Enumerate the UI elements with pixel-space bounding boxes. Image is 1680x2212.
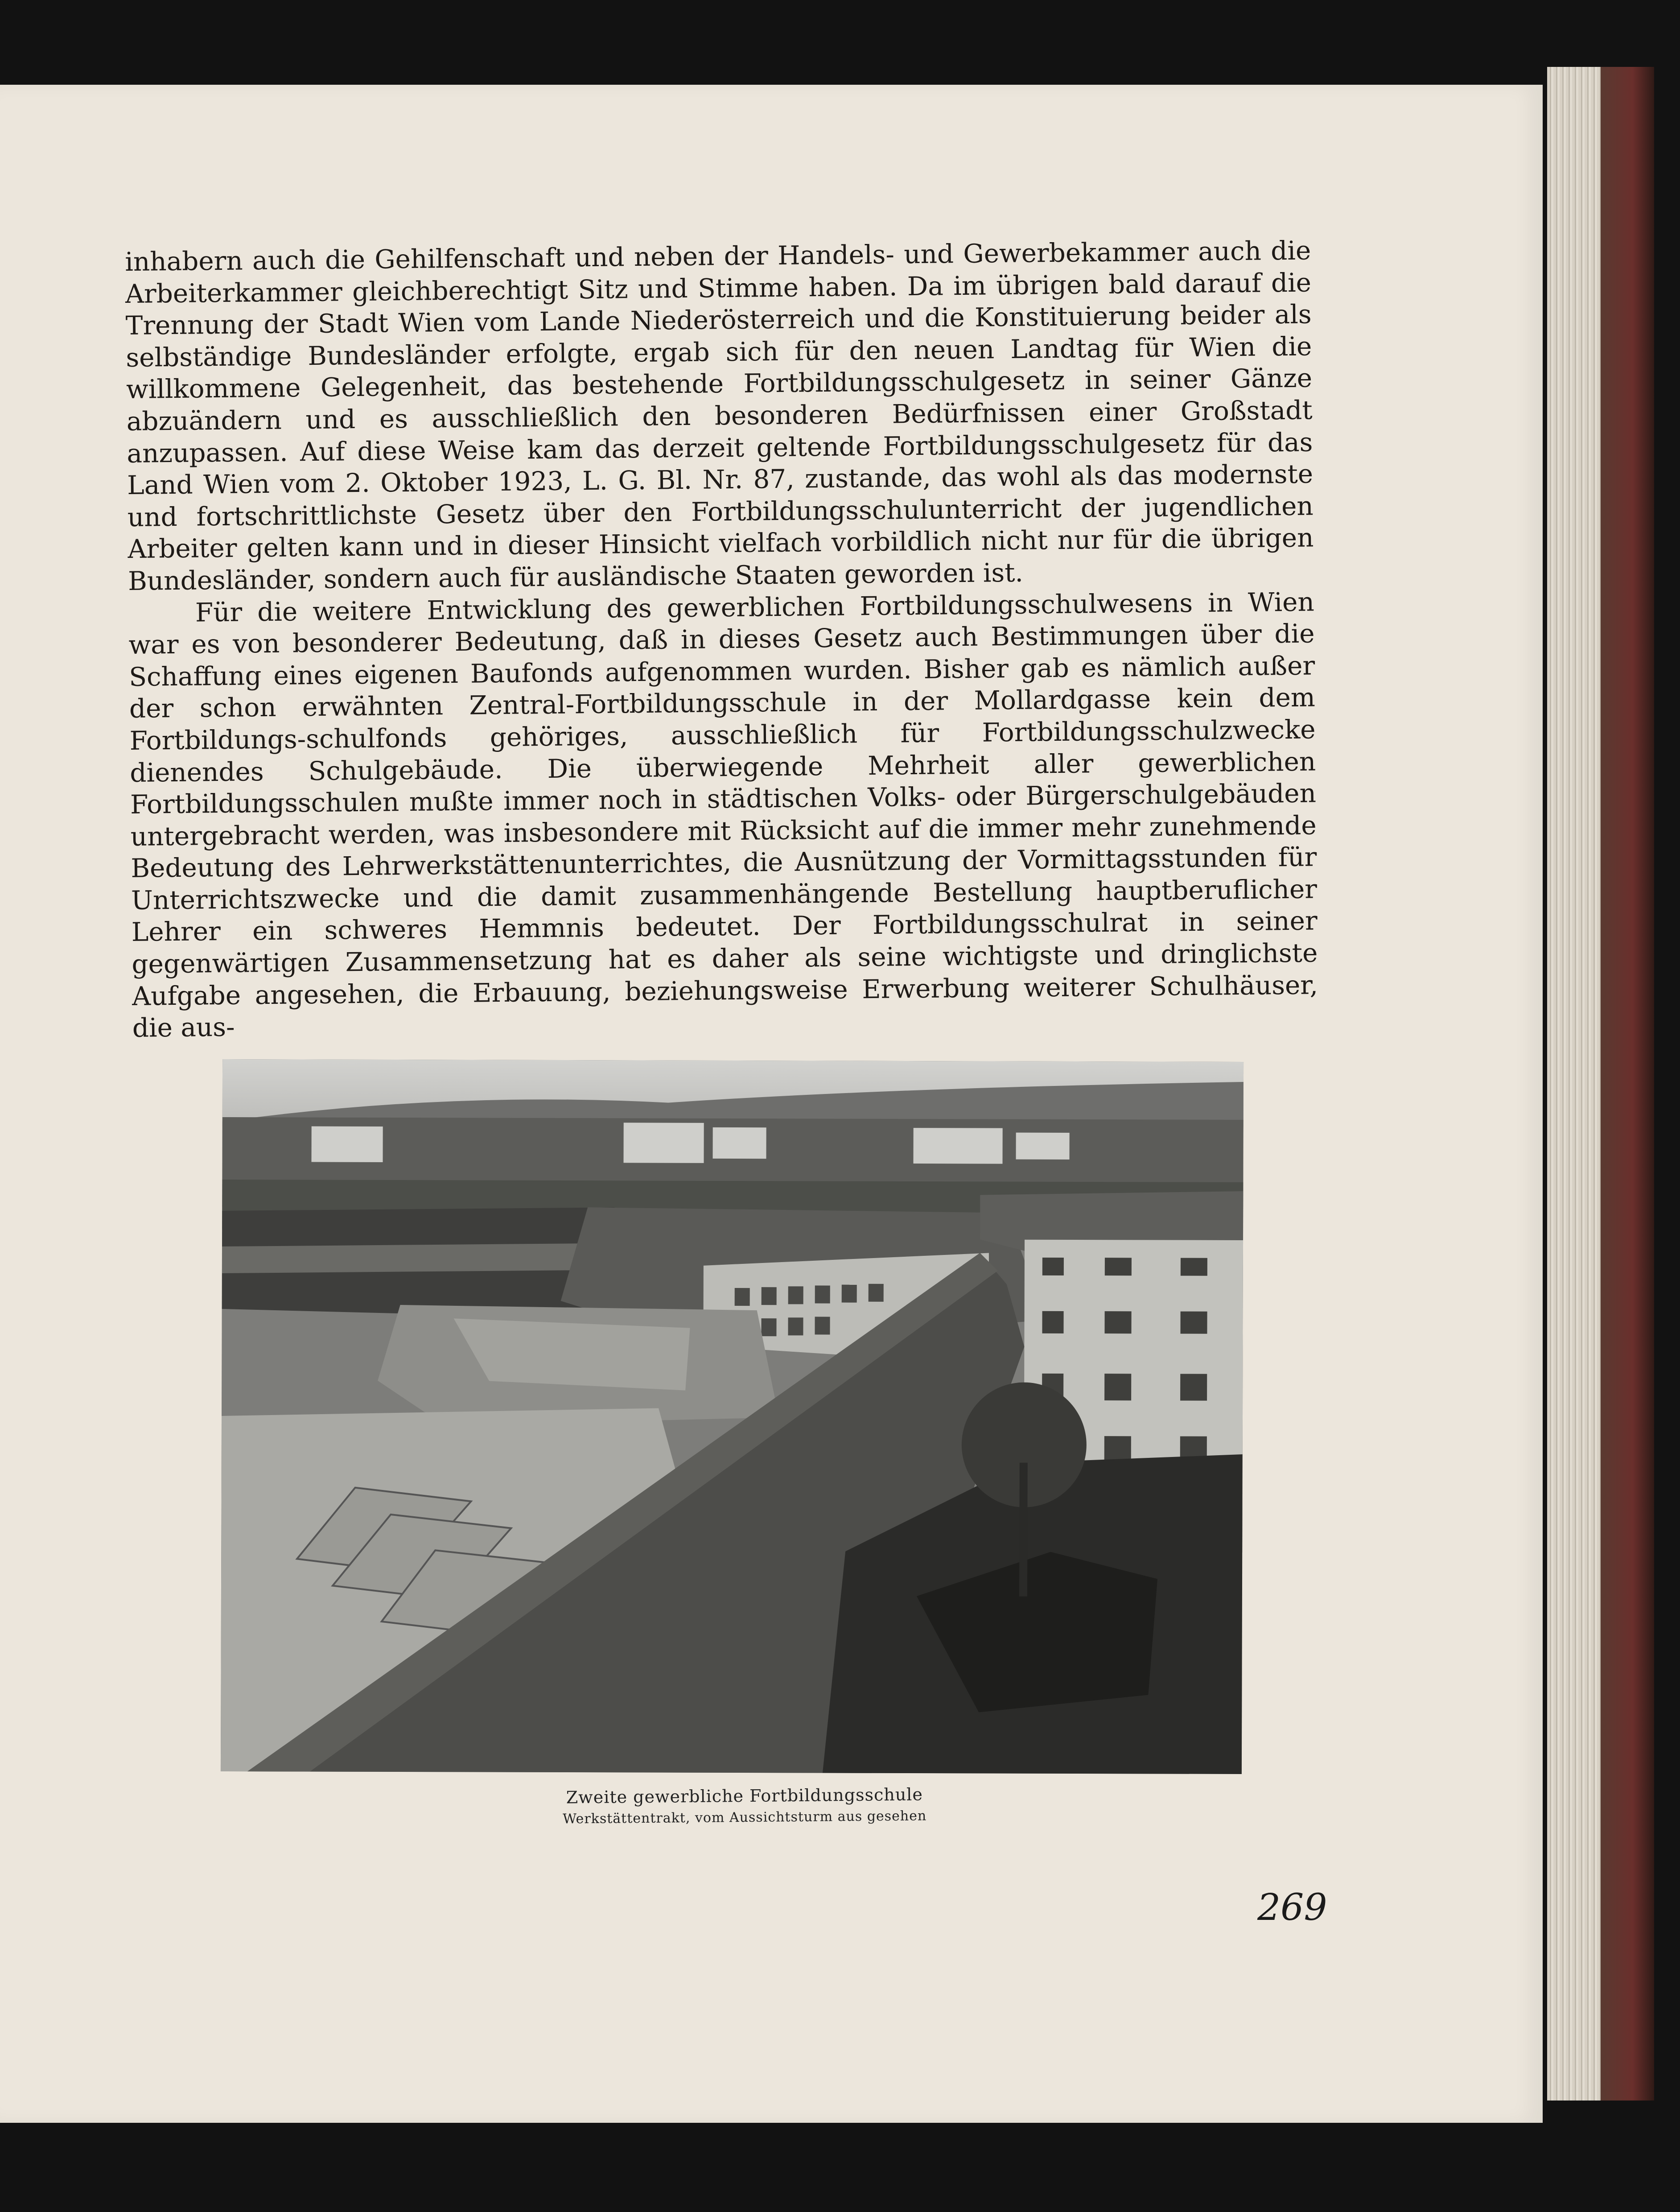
caption-title: Zweite gewerbliche Fortbildungsschule — [566, 1784, 923, 1808]
book-cover-edge — [1601, 67, 1654, 2101]
paragraph-2: Für die weitere Entwicklung des gewerblichen Fortbildungsschulwesens in Wien war es von besonderer Bedeutung, daß in dieses Gesetz auch Bestimmungen über die Schaffung eines eigenen Baufonds aufgenommen wurden. Bisher gab es nämlich außer der schon erwähnten Zentral-Fortbildungsschule in der Mollardgasse kein dem Fortbildungs-schulfonds gehöriges, ausschließlich für Fortbildungsschulzwecke dienendes Schulgebäude. Die überwiegende Mehrheit aller gewerblichen Fortbildungsschulen mußte immer noch in städtischen Volks- oder Bürgerschulgebäuden untergebracht werden, was insbesondere mit Rücksicht auf die immer mehr zunehmende Bedeutung des Lehrwerkstättenunterrichtes, die Ausnützung der Vormittagsstunden für Unterrichtszwecke und die damit zusammenhängende Bestellung hauptberuflicher Lehrer ein schweres Hemmnis bedeutet. Der Fortbildungsschulrat in seiner gegenwärtigen Zusammensetzung hat es daher als seine wichtigste und dringlichste Aufgabe angesehen, die Erbauung, beziehungsweise Erwerbung weiterer Schulhäuser, die aus- — [128, 586, 1318, 1044]
page-number: 269 — [1257, 1886, 1327, 1929]
paragraph-1: inhabern auch die Gehilfenschaft und neben der Handels- und Gewerbekammer auch die Arbeiterkammer gleichberechtigt Sitz und Stimme haben. Da im übrigen bald darauf die Trennung der Stadt Wien vom Lande Niederösterreich und die Konstituierung beider als selbständige Bundesländer erfolgte, ergab sich für den neuen Landtag für Wien die willkommene Gelegenheit, das bestehende Fortbildungsschulgesetz in seiner Gänze abzuändern und es ausschließlich den besonderen Bedürfnissen einer Großstadt anzupassen. Auf diese Weise kam das derzeit geltende Fortbildungsschulgesetz für das Land Wien vom 2. Oktober 1923, L. G. Bl. Nr. 87, zustande, das wohl als das modernste und fortschrittlichste Gesetz über den Fortbildungsschulunterricht der jugendlichen Arbeiter gelten kann und in dieser Hinsicht vielfach vorbildlich nicht nur für die übrigen Bundesländer, sondern auch für ausländische Staaten geworden ist. — [125, 235, 1314, 596]
page-edges — [1547, 67, 1601, 2101]
aerial-view-illustration — [221, 1059, 1244, 1774]
caption-subtitle: Werkstättentrakt, vom Aussichtsturm aus gesehen — [563, 1808, 927, 1827]
school-building-photo — [221, 1059, 1244, 1774]
body-text — [125, 235, 1318, 1044]
figure-caption — [446, 1781, 1044, 1830]
